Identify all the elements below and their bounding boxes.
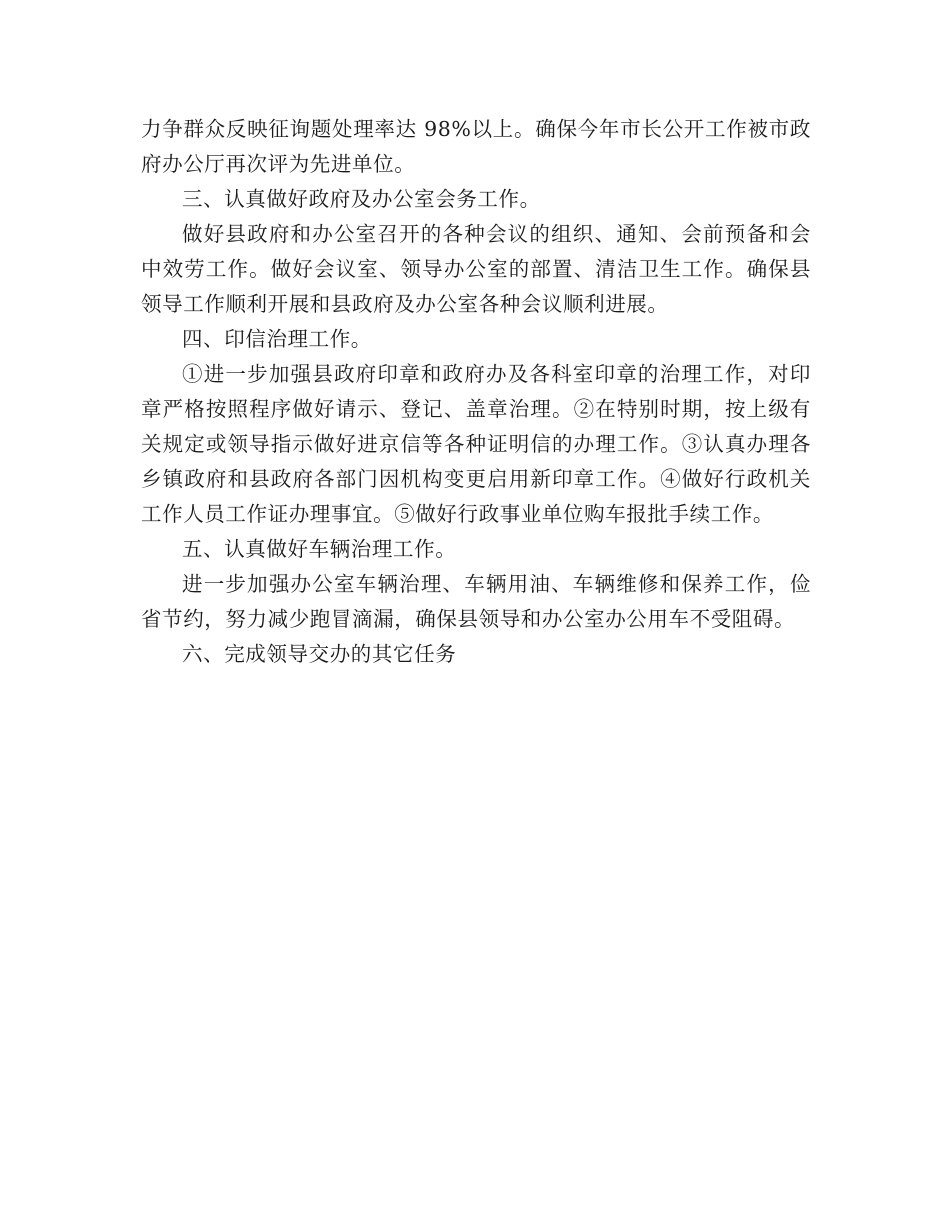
paragraph-meeting-work: 做好县政府和办公室召开的各种会议的组织、通知、会前预备和会中效劳工作。做好会议室、领导办公室的部置、清洁卫生工作。确保县领导工作顺利开展和县政府及办公室各种会议顺利进展。 [141, 222, 811, 316]
document-body [141, 112, 811, 672]
section-heading-4: 四、印信治理工作。 [182, 327, 372, 351]
section-heading-5: 五、认真做好车辆治理工作。 [182, 537, 457, 561]
section-heading-3: 三、认真做好政府及办公室会务工作。 [182, 187, 541, 211]
section-heading-6: 六、完成领导交办的其它任务 [182, 642, 457, 666]
paragraph-seal-management: ①进一步加强县政府印章和政府办及各科室印章的治理工作，对印章严格按照程序做好请示、登记、盖章治理。②在特别时期，按上级有关规定或领导指示做好进京信等各种证明信的办理工作。③认真办理各乡镇政府和县政府各部门因机构变更启用新印章工作。④做好行政机关工作人员工作证办理事宜。⑤做好行政事业单位购车报批手续工作。 [141, 362, 811, 526]
paragraph-continuation: 力争群众反映征询题处理率达 98%以上。确保今年市长公开工作被市政府办公厅再次评为先进单位。 [141, 117, 811, 176]
paragraph-vehicle-management: 进一步加强办公室车辆治理、车辆用油、车辆维修和保养工作，俭省节约，努力减少跑冒滴漏，确保县领导和办公室办公用车不受阻碍。 [141, 572, 811, 631]
